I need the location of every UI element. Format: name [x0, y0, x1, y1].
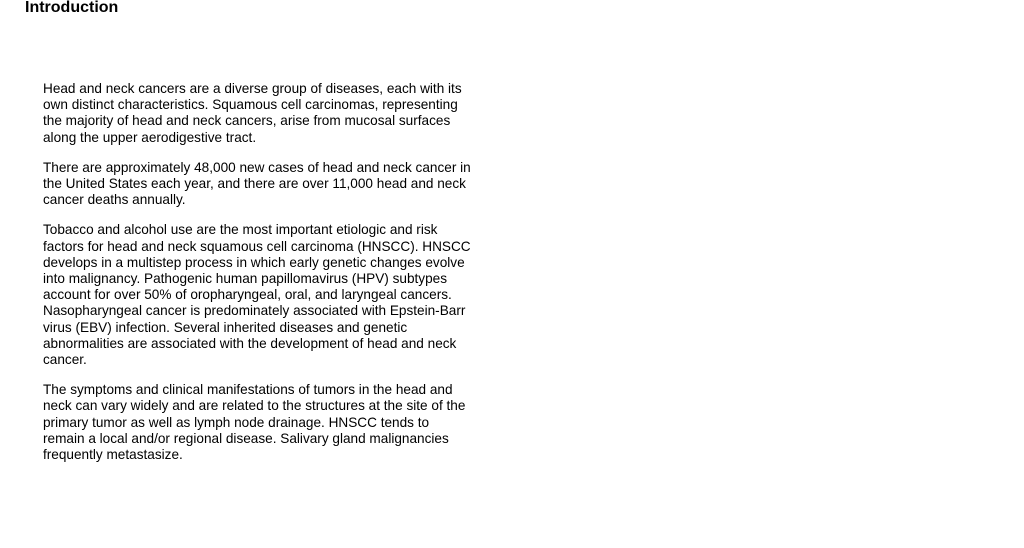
paragraph-incidence: There are approximately 48,000 new cases of head and neck cancer in the United States each year, and there are over 11,000 head and neck cancer deaths annually. [43, 159, 471, 208]
paragraph-risk-factors: Tobacco and alcohol use are the most important etiologic and risk factors for head and neck squamous cell carcinoma (HNSCC). HNSCC develops in a multistep process in which early genetic changes evolve into malignancy. Pathogenic human papillomavirus (HPV) subtypes account for over 50% of oropharyngeal, oral, and laryngeal cancers. Nasopharyngeal cancer is predominately associated with Epstein-Barr virus (EBV) infection. Several inherited diseases and genetic abnormalities are associated with the development of head and neck cancer. [43, 222, 471, 368]
content-body [43, 81, 473, 477]
page-title: Introduction [25, 0, 119, 16]
paragraph-symptoms: The symptoms and clinical manifestations of tumors in the head and neck can vary widely and are related to the structures at the site of the primary tumor as well as lymph node drainage. HNSCC tends to remain a local and/or regional disease. Salivary gland malignancies frequently metastasize. [43, 382, 466, 463]
paragraph-overview: Head and neck cancers are a diverse group of diseases, each with its own distinct characteristics. Squamous cell carcinomas, representing the majority of head and neck cancers, arise from mucosal surfaces along the upper aerodigestive tract. [43, 81, 462, 145]
